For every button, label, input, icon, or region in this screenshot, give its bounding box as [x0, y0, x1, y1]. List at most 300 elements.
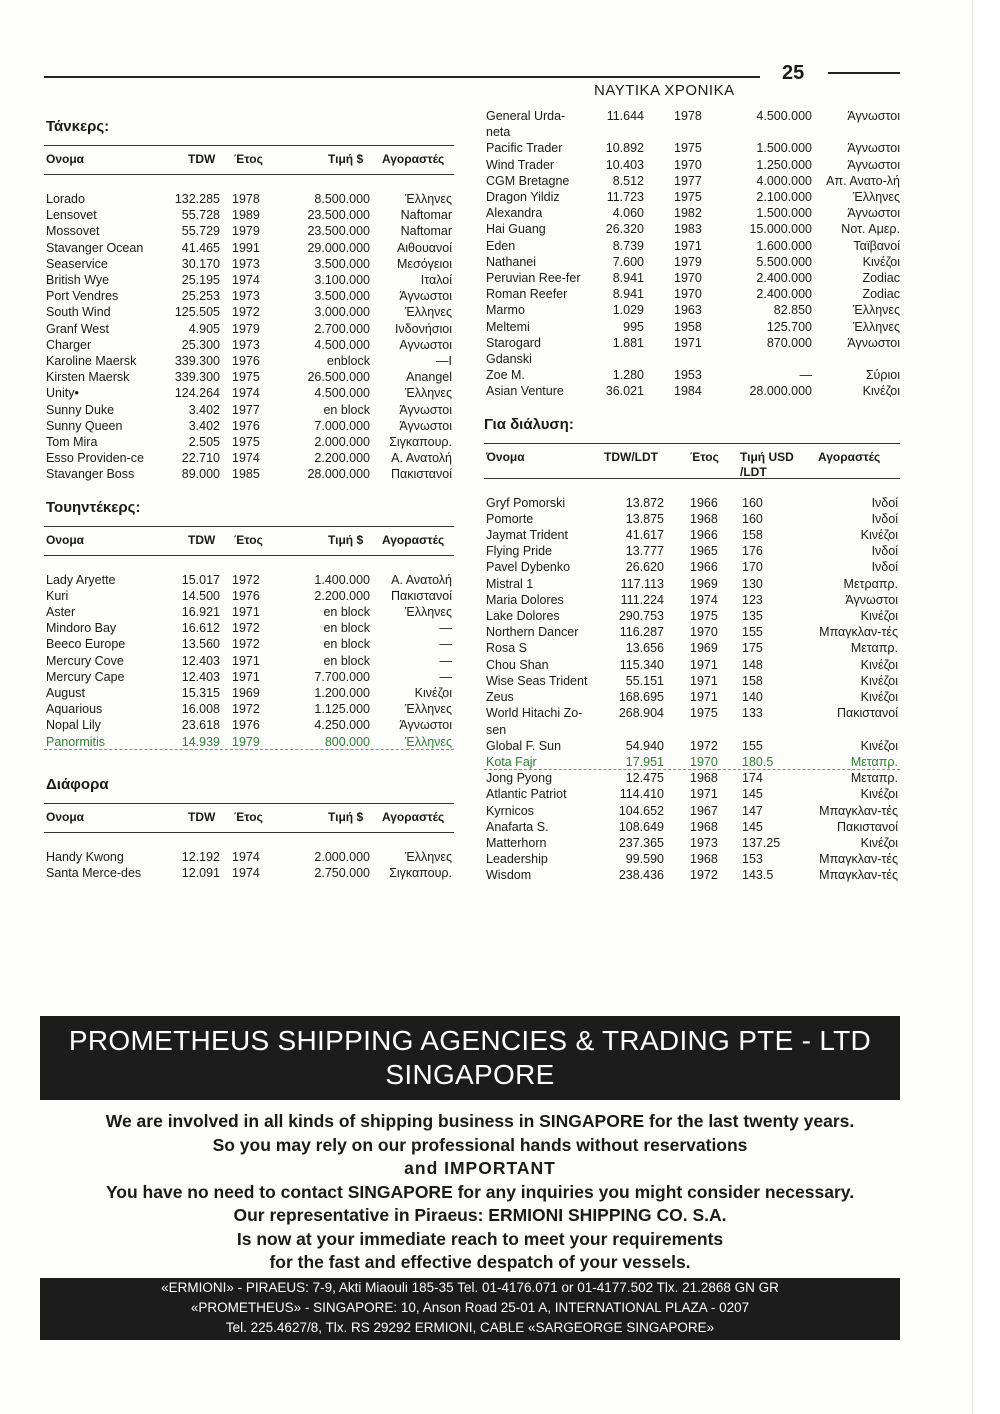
- price-value: 28.000.000: [307, 467, 370, 482]
- tdw-value: 115.340: [619, 657, 664, 672]
- ad-line: You have no need to contact SINGAPORE for any inquiries you might consider necessary.: [105, 1181, 855, 1202]
- table-row: [484, 270, 900, 286]
- year-value: 1958: [674, 319, 702, 334]
- price-value: en block: [323, 621, 370, 636]
- table-row: [44, 353, 454, 369]
- buyer-value: Άγνωστοι: [847, 335, 900, 350]
- year-value: 1976: [232, 354, 260, 369]
- vessel-name: Charger: [46, 337, 92, 352]
- tdw-value: 41.617: [625, 528, 664, 543]
- buyer-value: Μπαγκλαν-τές: [819, 803, 898, 818]
- buyer-value: Α. Ανατολή: [391, 572, 452, 587]
- vessel-name: Wisdom: [486, 868, 532, 883]
- col-header-price: Τιμή $: [328, 809, 364, 824]
- tdw-value: 8.512: [612, 173, 644, 188]
- price-value: 26.500.000: [307, 370, 370, 385]
- tdw-value: 10.892: [605, 141, 644, 156]
- tweendeckers-table-header: [44, 526, 454, 556]
- table-row: [44, 604, 454, 620]
- buyer-value: —: [439, 653, 452, 668]
- table-row: [484, 738, 900, 754]
- price-value: 2.200.000: [314, 588, 370, 603]
- tdw-value: 89.000: [181, 467, 220, 482]
- tdw-value: 125.505: [174, 305, 220, 320]
- table-row: [44, 288, 454, 304]
- year-value: 1976: [232, 718, 260, 733]
- table-row: [484, 576, 900, 592]
- price-value: 174: [742, 771, 763, 786]
- buyer-value: Έλληνες: [404, 605, 452, 620]
- table-row: [44, 402, 454, 418]
- table-row: [44, 636, 454, 652]
- right-column: [484, 108, 900, 884]
- price-value: 2.100.000: [756, 190, 812, 205]
- tdw-value: 26.620: [625, 560, 664, 575]
- tdw-value: 16.612: [181, 621, 220, 636]
- buyer-value: Έλληνες: [404, 702, 452, 717]
- table-row: [484, 189, 900, 205]
- tdw-value: 30.170: [181, 256, 220, 271]
- tankers-rows: [44, 191, 454, 483]
- tdw-value: 13.560: [181, 637, 220, 652]
- vessel-name: Anafarta S.: [486, 819, 549, 834]
- table-row: [484, 689, 900, 705]
- year-value: 1985: [232, 467, 260, 482]
- price-value: 158: [742, 673, 763, 688]
- year-value: 1971: [690, 787, 718, 802]
- year-value: 1991: [232, 240, 260, 255]
- vessel-name: General Urda-neta: [486, 109, 566, 140]
- buyer-value: Αγνωστοι: [399, 337, 452, 352]
- year-value: 1989: [232, 208, 260, 223]
- price-value: 870.000: [766, 335, 812, 350]
- col-header-name: Ονομα: [46, 809, 85, 824]
- price-value: 160: [742, 495, 763, 510]
- vessel-name: Unity•: [46, 386, 79, 401]
- vessel-name: Zoe M.: [486, 368, 525, 383]
- table-row: [44, 701, 454, 717]
- year-value: 1975: [674, 141, 702, 156]
- table-row: [484, 511, 900, 527]
- table-row: [484, 835, 900, 851]
- price-value: en block: [323, 653, 370, 668]
- vessel-name: Tom Mira: [46, 435, 98, 450]
- year-value: 1972: [232, 572, 260, 587]
- vessel-name: Wise Seas Trident: [486, 673, 588, 688]
- tdw-value: 237.365: [618, 835, 664, 850]
- tdw-value: 15.315: [181, 686, 220, 701]
- year-value: 1969: [690, 641, 718, 656]
- table-row: [484, 624, 900, 640]
- year-value: 1975: [690, 706, 718, 721]
- vessel-name: Aquarious: [46, 702, 103, 717]
- price-value: 7.000.000: [314, 418, 370, 433]
- price-value: 4.500.000: [314, 337, 370, 352]
- buyer-value: Naftomar: [400, 208, 452, 223]
- vessel-name: Mercury Cape: [46, 669, 125, 684]
- year-value: 1972: [232, 702, 260, 717]
- year-value: 1968: [690, 819, 718, 834]
- buyer-value: —I: [436, 354, 452, 369]
- vessel-name: Flying Pride: [486, 544, 552, 559]
- vessel-name: Northern Dancer: [486, 625, 579, 640]
- buyer-value: Μπαγκλαν-τές: [819, 625, 898, 640]
- vessel-name: Wind Trader: [486, 157, 555, 172]
- price-value: 2.750.000: [314, 866, 370, 881]
- col-header-buyer: Αγοραστές: [382, 532, 445, 547]
- page-number: 25: [782, 62, 805, 84]
- price-value: 155: [742, 738, 763, 753]
- table-row: [44, 685, 454, 701]
- price-value: 145: [742, 787, 763, 802]
- vessel-name: Kota Fajr: [486, 754, 537, 769]
- price-value: enblock: [326, 354, 370, 369]
- vessel-name: Rosa S: [486, 641, 527, 656]
- ad-line: and IMPORTANT: [404, 1158, 556, 1178]
- vessel-name: Santa Merce-des: [46, 866, 142, 881]
- year-value: 1971: [232, 669, 260, 684]
- vessel-name: Mistral 1: [486, 576, 534, 591]
- price-value: 145: [742, 819, 763, 834]
- scrap-rows: [484, 495, 900, 884]
- col-header-year: Έτος: [234, 152, 263, 166]
- tdw-value: 22.710: [181, 451, 220, 466]
- buyer-value: Ιταλοί: [420, 273, 452, 288]
- year-value: 1974: [232, 849, 260, 864]
- year-value: 1972: [232, 305, 260, 320]
- tdw-value: 12.475: [625, 771, 664, 786]
- buyer-value: Κινέζοι: [860, 835, 898, 850]
- tdw-value: 54.940: [625, 738, 664, 753]
- buyer-value: Μπαγκλαν-τές: [819, 852, 898, 867]
- buyer-value: Ταϊβανοί: [853, 238, 900, 253]
- table-row: [44, 223, 454, 239]
- year-value: 1953: [674, 368, 702, 383]
- col-header-tdw: TDW: [188, 532, 216, 547]
- tdw-value: 15.017: [181, 572, 220, 587]
- table-row: [484, 495, 900, 511]
- table-row: [484, 238, 900, 254]
- vessel-name: British Wye: [46, 273, 110, 288]
- tdw-value: 13.777: [625, 544, 664, 559]
- tdw-value: 104.652: [618, 803, 664, 818]
- vessel-name: August: [46, 686, 85, 701]
- year-value: 1972: [232, 637, 260, 652]
- price-value: 4.250.000: [314, 718, 370, 733]
- col-header-buyer: Αγοραστές: [382, 809, 445, 824]
- misc-table-header: [44, 803, 454, 833]
- table-row: [44, 337, 454, 353]
- year-value: 1978: [674, 109, 702, 123]
- price-value: 160: [742, 511, 763, 526]
- vessel-name: Chou Shan: [486, 657, 549, 672]
- year-value: 1972: [232, 621, 260, 636]
- price-value: 3.000.000: [314, 305, 370, 320]
- price-value: 153: [742, 852, 763, 867]
- year-value: 1977: [674, 173, 702, 188]
- vessel-name: Meltemi: [486, 319, 530, 334]
- price-value: 130: [742, 576, 763, 591]
- buyer-value: Έλληνες: [404, 192, 452, 206]
- tdw-value: 132.285: [174, 192, 220, 206]
- tdw-value: 14.500: [181, 588, 220, 603]
- tdw-value: 8.941: [612, 271, 644, 286]
- footer-line: «ERMIONI» - PIRAEUS: 7-9, Akti Miaouli 185-35 Tel. 01-4176.071 or 01-4177.502 Tlx. 21.2868 GN GR: [161, 1280, 779, 1295]
- price-value: 140: [742, 690, 763, 705]
- table-row: [44, 653, 454, 669]
- table-row: [484, 302, 900, 318]
- buyer-value: Κινέζοι: [860, 528, 898, 543]
- ad-city: SINGAPORE: [385, 1059, 555, 1090]
- table-row: [44, 418, 454, 434]
- buyer-value: Μπαγκλαν-τές: [819, 868, 898, 883]
- table-row: [484, 608, 900, 624]
- vessel-name: CGM Bretagne: [486, 173, 570, 188]
- price-value: 4.500.000: [756, 109, 812, 123]
- table-row: [484, 205, 900, 221]
- table-row: [484, 383, 900, 399]
- vessel-name: Gryf Pomorski: [486, 495, 566, 510]
- year-value: 1974: [232, 273, 260, 288]
- table-row: [484, 786, 900, 802]
- header-rule: [44, 76, 760, 78]
- year-value: 1983: [674, 222, 702, 237]
- table-row: [44, 572, 454, 588]
- buyer-value: Anangel: [406, 370, 452, 385]
- vessel-name: Granf West: [46, 321, 109, 336]
- table-row: [484, 319, 900, 335]
- price-value: 29.000.000: [307, 240, 370, 255]
- table-row: [44, 865, 454, 881]
- buyer-value: Naftomar: [400, 224, 452, 239]
- buyer-value: Έλληνες: [852, 190, 900, 205]
- vessel-name: Pacific Trader: [486, 141, 563, 156]
- buyer-value: Έλληνες: [404, 305, 452, 320]
- table-row: [44, 434, 454, 450]
- buyer-value: Νοτ. Αμερ.: [841, 222, 900, 237]
- year-value: 1973: [232, 337, 260, 352]
- price-value: 2.400.000: [756, 271, 812, 286]
- price-value: 135: [742, 609, 763, 624]
- misc-rows: [44, 849, 454, 881]
- masthead: ΝΑΥΤΙΚΑ ΧΡΟΝΙΚΑ: [594, 82, 735, 99]
- table-row: [484, 335, 900, 367]
- ad-line: We are involved in all kinds of shipping business in SINGAPORE for the last twenty years.: [105, 1111, 855, 1131]
- table-row: [44, 385, 454, 401]
- table-row: [484, 254, 900, 270]
- buyer-value: Κινέζοι: [860, 673, 898, 688]
- tdw-value: 13.872: [625, 495, 664, 510]
- year-value: 1970: [690, 625, 718, 640]
- tdw-value: 17.951: [625, 754, 664, 769]
- table-row: [44, 304, 454, 320]
- vessel-name: Handy Kwong: [46, 849, 124, 864]
- price-value: 7.700.000: [314, 669, 370, 684]
- tdw-value: 111.224: [620, 592, 664, 607]
- vessel-name: South Wind: [46, 305, 111, 320]
- buyer-value: Άγνωστοι: [845, 592, 898, 607]
- vessel-name: Kirsten Maersk: [46, 370, 130, 385]
- price-value: 28.000.000: [749, 384, 812, 399]
- buyer-value: Πακιστανοί: [391, 467, 452, 482]
- ad-text: [40, 1110, 920, 1275]
- vessel-name: Alexandra: [486, 206, 543, 221]
- year-value: 1977: [232, 402, 260, 417]
- col-header-year: Έτος: [234, 532, 263, 547]
- buyer-value: Πακιστανοί: [391, 588, 452, 603]
- buyer-value: Έλληνες: [404, 386, 452, 401]
- tdw-value: 23.618: [181, 718, 220, 733]
- price-value: 143.5: [742, 868, 774, 883]
- price-value: 125.700: [766, 319, 812, 334]
- vessel-name: Marmo: [486, 303, 525, 318]
- buyer-value: Πακιστανοί: [837, 706, 898, 721]
- year-value: 1974: [232, 386, 260, 401]
- price-value: 2.700.000: [314, 321, 370, 336]
- buyer-value: Έλληνες: [404, 734, 452, 749]
- year-value: 1966: [690, 528, 718, 543]
- table-row: [44, 620, 454, 636]
- price-value: 180.5: [742, 754, 774, 769]
- buyer-value: Μεταπρ.: [850, 754, 898, 769]
- price-value: 155: [742, 625, 763, 640]
- scrap-table-header: [484, 443, 900, 479]
- price-value: en block: [323, 402, 370, 417]
- price-value: 148: [742, 657, 763, 672]
- vessel-name: Hai Guang: [486, 222, 546, 237]
- year-value: 1975: [690, 609, 718, 624]
- tdw-value: 108.649: [618, 819, 664, 834]
- tdw-value: 55.729: [181, 224, 220, 239]
- misc-title: Διάφορα: [46, 775, 109, 793]
- table-row: [484, 657, 900, 673]
- vessel-name: Dragon Yildiz: [486, 190, 560, 205]
- table-row: [484, 173, 900, 189]
- vessel-name: Lensovet: [46, 208, 97, 223]
- price-value: 175: [742, 641, 763, 656]
- year-value: 1969: [690, 576, 718, 591]
- buyer-value: Ινδοί: [871, 560, 898, 575]
- year-value: 1968: [690, 852, 718, 867]
- price-value: 1.500.000: [756, 206, 812, 221]
- vessel-name: World Hitachi Zo-sen: [486, 706, 583, 737]
- vessel-name: Mercury Cove: [46, 653, 124, 668]
- price-value: en block: [323, 637, 370, 652]
- year-value: 1976: [232, 418, 260, 433]
- col-header-year: Έτος: [234, 809, 263, 824]
- tdw-value: 36.021: [605, 384, 644, 399]
- vessel-name: Leadership: [486, 852, 548, 867]
- vessel-name: Sunny Duke: [46, 402, 115, 417]
- vessel-name: Lake Dolores: [486, 609, 560, 624]
- buyer-value: Μεσόγειοι: [397, 256, 452, 271]
- price-value: 1.250.000: [756, 157, 812, 172]
- buyer-value: Κινέζοι: [860, 690, 898, 705]
- price-value: 3.100.000: [314, 273, 370, 288]
- table-row: [44, 321, 454, 337]
- buyer-value: Ινδοί: [871, 511, 898, 526]
- tdw-value: 4.905: [188, 321, 220, 336]
- buyer-value: Σιγκαπουρ.: [389, 435, 452, 450]
- vessel-name: Atlantic Patriot: [486, 787, 567, 802]
- price-value: 1.500.000: [756, 141, 812, 156]
- tankers-table-header: [44, 145, 454, 175]
- ad-line: Is now at your immediate reach to meet your requirements: [236, 1228, 724, 1249]
- year-value: 1973: [232, 289, 260, 304]
- price-value: 82.850: [773, 303, 812, 318]
- buyer-value: Αιθουανοί: [396, 240, 452, 255]
- vessel-name: Karoline Maersk: [46, 354, 137, 369]
- tdw-value: 25.195: [181, 273, 220, 288]
- tdw-value: 13.656: [625, 641, 664, 656]
- table-row: [44, 669, 454, 685]
- tdw-value: 339.300: [174, 370, 220, 385]
- buyer-value: Κινέζοι: [862, 384, 900, 399]
- col-header-year: Έτος: [690, 449, 719, 464]
- tdw-value: 55.728: [181, 208, 220, 223]
- year-value: 1963: [674, 303, 702, 318]
- vessel-name: Stavanger Ocean: [46, 240, 144, 255]
- vessel-name: Matterhorn: [486, 835, 547, 850]
- price-value: 2.000.000: [314, 849, 370, 864]
- table-row: [484, 803, 900, 819]
- year-value: 1979: [232, 321, 260, 336]
- year-value: 1971: [232, 605, 260, 620]
- year-value: 1971: [690, 673, 718, 688]
- table-row: [44, 207, 454, 223]
- year-value: 1971: [674, 238, 702, 253]
- year-value: 1968: [690, 511, 718, 526]
- buyer-value: Zodiac: [862, 271, 900, 286]
- col-header-tdw: TDW: [188, 152, 216, 166]
- table-row: [484, 673, 900, 689]
- year-value: 1984: [674, 384, 702, 399]
- buyer-value: Μετραπρ.: [843, 576, 898, 591]
- vessel-name: Starogard Gdanski: [486, 335, 541, 367]
- year-value: 1968: [690, 771, 718, 786]
- year-value: 1970: [674, 271, 702, 286]
- table-row: [44, 272, 454, 288]
- table-row: [484, 286, 900, 302]
- buyer-value: Έλληνες: [852, 319, 900, 334]
- vessel-name: Kuri: [46, 588, 69, 603]
- buyer-value: Κινέζοι: [860, 738, 898, 753]
- footer-line: «PROMETHEUS» - SINGAPORE: 10, Anson Road 25-01 A, INTERNATIONAL PLAZA - 0207: [190, 1300, 750, 1315]
- tdw-value: 25.300: [181, 337, 220, 352]
- vessel-name: Roman Reefer: [486, 287, 568, 302]
- price-value: 137.25: [742, 835, 781, 850]
- col-header-buyer: Αγοραστές: [818, 449, 881, 464]
- year-value: 1971: [232, 653, 260, 668]
- price-value: 23.500.000: [307, 224, 370, 239]
- year-value: 1970: [674, 157, 702, 172]
- vessel-name: Lady Aryette: [46, 572, 116, 587]
- tdw-value: 14.939: [181, 734, 220, 749]
- price-value: 2.200.000: [314, 451, 370, 466]
- year-value: 1971: [690, 690, 718, 705]
- tdw-value: 3.402: [188, 418, 220, 433]
- price-value: 3.500.000: [314, 289, 370, 304]
- buyer-value: Κινέζοι: [860, 657, 898, 672]
- year-value: 1970: [690, 754, 718, 769]
- year-value: 1971: [690, 657, 718, 672]
- table-row: [484, 367, 900, 383]
- buyer-value: Σύριοι: [865, 368, 900, 383]
- buyer-value: Κινέζοι: [860, 787, 898, 802]
- vessel-name: Zeus: [486, 690, 514, 705]
- buyer-value: Άγνωστοι: [399, 402, 452, 417]
- table-row: [44, 717, 454, 733]
